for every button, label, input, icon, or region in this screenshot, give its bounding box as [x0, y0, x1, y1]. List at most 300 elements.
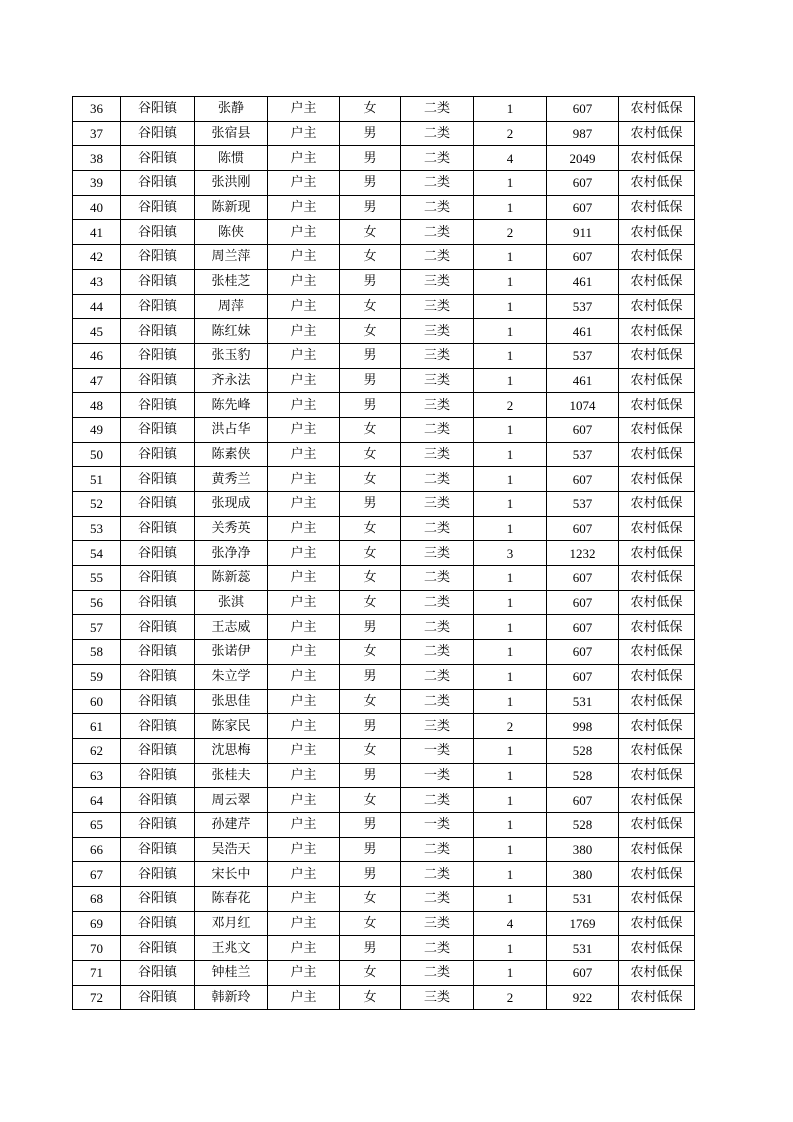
- gender-cell: 女: [340, 417, 401, 442]
- relation-cell: 户主: [268, 343, 340, 368]
- serial-number-cell: 37: [73, 121, 121, 146]
- assistance-type-cell: 农村低保: [619, 640, 695, 665]
- township-cell: 谷阳镇: [121, 343, 195, 368]
- relation-cell: 户主: [268, 146, 340, 171]
- serial-number-cell: 55: [73, 566, 121, 591]
- serial-number-cell: 50: [73, 442, 121, 467]
- serial-number-cell: 42: [73, 245, 121, 270]
- relation-cell: 户主: [268, 195, 340, 220]
- category-cell: 二类: [401, 936, 474, 961]
- amount-cell: 607: [547, 664, 619, 689]
- relation-cell: 户主: [268, 516, 340, 541]
- table-row: [73, 664, 695, 689]
- township-cell: 谷阳镇: [121, 788, 195, 813]
- amount-cell: 537: [547, 294, 619, 319]
- township-cell: 谷阳镇: [121, 566, 195, 591]
- amount-cell: 461: [547, 319, 619, 344]
- gender-cell: 男: [340, 269, 401, 294]
- household-size-cell: 1: [474, 417, 547, 442]
- township-cell: 谷阳镇: [121, 961, 195, 986]
- category-cell: 二类: [401, 887, 474, 912]
- township-cell: 谷阳镇: [121, 269, 195, 294]
- township-cell: 谷阳镇: [121, 220, 195, 245]
- gender-cell: 男: [340, 121, 401, 146]
- name-cell: 王兆文: [195, 936, 268, 961]
- category-cell: 二类: [401, 961, 474, 986]
- relation-cell: 户主: [268, 492, 340, 517]
- name-cell: 孙建芹: [195, 812, 268, 837]
- category-cell: 二类: [401, 837, 474, 862]
- relation-cell: 户主: [268, 862, 340, 887]
- township-cell: 谷阳镇: [121, 837, 195, 862]
- township-cell: 谷阳镇: [121, 590, 195, 615]
- township-cell: 谷阳镇: [121, 393, 195, 418]
- assistance-type-cell: 农村低保: [619, 763, 695, 788]
- relation-cell: 户主: [268, 738, 340, 763]
- serial-number-cell: 38: [73, 146, 121, 171]
- table-row: [73, 566, 695, 591]
- household-size-cell: 1: [474, 245, 547, 270]
- assistance-type-cell: 农村低保: [619, 788, 695, 813]
- category-cell: 三类: [401, 985, 474, 1010]
- assistance-type-cell: 农村低保: [619, 245, 695, 270]
- name-cell: 陈侠: [195, 220, 268, 245]
- assistance-type-cell: 农村低保: [619, 714, 695, 739]
- township-cell: 谷阳镇: [121, 146, 195, 171]
- name-cell: 张诺伊: [195, 640, 268, 665]
- assistance-type-cell: 农村低保: [619, 97, 695, 122]
- township-cell: 谷阳镇: [121, 245, 195, 270]
- gender-cell: 女: [340, 541, 401, 566]
- table-row: [73, 442, 695, 467]
- gender-cell: 男: [340, 368, 401, 393]
- household-size-cell: 1: [474, 862, 547, 887]
- category-cell: 二类: [401, 417, 474, 442]
- relation-cell: 户主: [268, 640, 340, 665]
- gender-cell: 男: [340, 936, 401, 961]
- amount-cell: 1769: [547, 911, 619, 936]
- category-cell: 二类: [401, 146, 474, 171]
- township-cell: 谷阳镇: [121, 492, 195, 517]
- amount-cell: 607: [547, 615, 619, 640]
- gender-cell: 女: [340, 640, 401, 665]
- table-row: [73, 640, 695, 665]
- serial-number-cell: 54: [73, 541, 121, 566]
- relation-cell: 户主: [268, 97, 340, 122]
- assistance-type-cell: 农村低保: [619, 961, 695, 986]
- household-size-cell: 1: [474, 516, 547, 541]
- serial-number-cell: 69: [73, 911, 121, 936]
- household-size-cell: 1: [474, 812, 547, 837]
- name-cell: 齐永法: [195, 368, 268, 393]
- relation-cell: 户主: [268, 985, 340, 1010]
- assistance-type-cell: 农村低保: [619, 541, 695, 566]
- amount-cell: 1074: [547, 393, 619, 418]
- township-cell: 谷阳镇: [121, 368, 195, 393]
- gender-cell: 女: [340, 985, 401, 1010]
- amount-cell: 528: [547, 812, 619, 837]
- recipient-table: [72, 96, 695, 1010]
- amount-cell: 607: [547, 417, 619, 442]
- township-cell: 谷阳镇: [121, 516, 195, 541]
- category-cell: 三类: [401, 343, 474, 368]
- relation-cell: 户主: [268, 664, 340, 689]
- gender-cell: 男: [340, 714, 401, 739]
- table-row: [73, 911, 695, 936]
- township-cell: 谷阳镇: [121, 640, 195, 665]
- amount-cell: 607: [547, 195, 619, 220]
- relation-cell: 户主: [268, 837, 340, 862]
- relation-cell: 户主: [268, 171, 340, 196]
- table-row: [73, 590, 695, 615]
- household-size-cell: 4: [474, 911, 547, 936]
- name-cell: 张玉豹: [195, 343, 268, 368]
- household-size-cell: 1: [474, 763, 547, 788]
- household-size-cell: 3: [474, 541, 547, 566]
- gender-cell: 男: [340, 393, 401, 418]
- assistance-type-cell: 农村低保: [619, 195, 695, 220]
- township-cell: 谷阳镇: [121, 195, 195, 220]
- category-cell: 二类: [401, 97, 474, 122]
- assistance-type-cell: 农村低保: [619, 887, 695, 912]
- relation-cell: 户主: [268, 812, 340, 837]
- table-row: [73, 541, 695, 566]
- amount-cell: 1232: [547, 541, 619, 566]
- gender-cell: 男: [340, 171, 401, 196]
- table-row: [73, 985, 695, 1010]
- serial-number-cell: 72: [73, 985, 121, 1010]
- assistance-type-cell: 农村低保: [619, 467, 695, 492]
- township-cell: 谷阳镇: [121, 467, 195, 492]
- amount-cell: 380: [547, 837, 619, 862]
- household-size-cell: 1: [474, 640, 547, 665]
- table-row: [73, 97, 695, 122]
- gender-cell: 女: [340, 961, 401, 986]
- category-cell: 三类: [401, 492, 474, 517]
- relation-cell: 户主: [268, 590, 340, 615]
- name-cell: 钟桂兰: [195, 961, 268, 986]
- township-cell: 谷阳镇: [121, 615, 195, 640]
- household-size-cell: 2: [474, 714, 547, 739]
- category-cell: 二类: [401, 121, 474, 146]
- serial-number-cell: 45: [73, 319, 121, 344]
- amount-cell: 607: [547, 171, 619, 196]
- gender-cell: 女: [340, 319, 401, 344]
- table-row: [73, 788, 695, 813]
- household-size-cell: 1: [474, 887, 547, 912]
- gender-cell: 男: [340, 763, 401, 788]
- relation-cell: 户主: [268, 442, 340, 467]
- assistance-type-cell: 农村低保: [619, 294, 695, 319]
- household-size-cell: 1: [474, 368, 547, 393]
- gender-cell: 女: [340, 245, 401, 270]
- serial-number-cell: 43: [73, 269, 121, 294]
- table-row: [73, 195, 695, 220]
- township-cell: 谷阳镇: [121, 689, 195, 714]
- assistance-type-cell: 农村低保: [619, 146, 695, 171]
- household-size-cell: 1: [474, 961, 547, 986]
- serial-number-cell: 63: [73, 763, 121, 788]
- gender-cell: 男: [340, 195, 401, 220]
- category-cell: 三类: [401, 541, 474, 566]
- category-cell: 三类: [401, 442, 474, 467]
- table-row: [73, 961, 695, 986]
- assistance-type-cell: 农村低保: [619, 269, 695, 294]
- gender-cell: 男: [340, 146, 401, 171]
- relation-cell: 户主: [268, 788, 340, 813]
- assistance-type-cell: 农村低保: [619, 516, 695, 541]
- amount-cell: 2049: [547, 146, 619, 171]
- category-cell: 三类: [401, 269, 474, 294]
- assistance-type-cell: 农村低保: [619, 664, 695, 689]
- amount-cell: 531: [547, 689, 619, 714]
- name-cell: 洪占华: [195, 417, 268, 442]
- serial-number-cell: 41: [73, 220, 121, 245]
- name-cell: 韩新玲: [195, 985, 268, 1010]
- household-size-cell: 1: [474, 837, 547, 862]
- category-cell: 一类: [401, 812, 474, 837]
- assistance-type-cell: 农村低保: [619, 393, 695, 418]
- assistance-type-cell: 农村低保: [619, 417, 695, 442]
- household-size-cell: 4: [474, 146, 547, 171]
- name-cell: 张桂芝: [195, 269, 268, 294]
- amount-cell: 537: [547, 343, 619, 368]
- serial-number-cell: 71: [73, 961, 121, 986]
- name-cell: 关秀英: [195, 516, 268, 541]
- household-size-cell: 1: [474, 195, 547, 220]
- gender-cell: 女: [340, 467, 401, 492]
- township-cell: 谷阳镇: [121, 121, 195, 146]
- table-row: [73, 294, 695, 319]
- name-cell: 张淇: [195, 590, 268, 615]
- amount-cell: 922: [547, 985, 619, 1010]
- table-row: [73, 738, 695, 763]
- amount-cell: 607: [547, 467, 619, 492]
- township-cell: 谷阳镇: [121, 442, 195, 467]
- assistance-type-cell: 农村低保: [619, 936, 695, 961]
- relation-cell: 户主: [268, 393, 340, 418]
- assistance-type-cell: 农村低保: [619, 812, 695, 837]
- category-cell: 二类: [401, 788, 474, 813]
- relation-cell: 户主: [268, 689, 340, 714]
- category-cell: 二类: [401, 640, 474, 665]
- gender-cell: 女: [340, 788, 401, 813]
- relation-cell: 户主: [268, 714, 340, 739]
- amount-cell: 607: [547, 961, 619, 986]
- assistance-type-cell: 农村低保: [619, 121, 695, 146]
- table-row: [73, 146, 695, 171]
- name-cell: 陈先峰: [195, 393, 268, 418]
- relation-cell: 户主: [268, 294, 340, 319]
- name-cell: 张静: [195, 97, 268, 122]
- name-cell: 朱立学: [195, 664, 268, 689]
- category-cell: 三类: [401, 393, 474, 418]
- gender-cell: 女: [340, 689, 401, 714]
- category-cell: 二类: [401, 171, 474, 196]
- name-cell: 黄秀兰: [195, 467, 268, 492]
- amount-cell: 380: [547, 862, 619, 887]
- serial-number-cell: 57: [73, 615, 121, 640]
- assistance-type-cell: 农村低保: [619, 442, 695, 467]
- relation-cell: 户主: [268, 887, 340, 912]
- table-row: [73, 269, 695, 294]
- household-size-cell: 2: [474, 985, 547, 1010]
- category-cell: 二类: [401, 664, 474, 689]
- name-cell: 陈惯: [195, 146, 268, 171]
- name-cell: 陈红妹: [195, 319, 268, 344]
- household-size-cell: 2: [474, 220, 547, 245]
- category-cell: 三类: [401, 294, 474, 319]
- serial-number-cell: 59: [73, 664, 121, 689]
- township-cell: 谷阳镇: [121, 763, 195, 788]
- amount-cell: 607: [547, 245, 619, 270]
- serial-number-cell: 58: [73, 640, 121, 665]
- gender-cell: 女: [340, 887, 401, 912]
- household-size-cell: 1: [474, 442, 547, 467]
- serial-number-cell: 56: [73, 590, 121, 615]
- amount-cell: 537: [547, 492, 619, 517]
- gender-cell: 男: [340, 343, 401, 368]
- amount-cell: 607: [547, 97, 619, 122]
- name-cell: 张洪刚: [195, 171, 268, 196]
- serial-number-cell: 36: [73, 97, 121, 122]
- household-size-cell: 1: [474, 97, 547, 122]
- amount-cell: 911: [547, 220, 619, 245]
- township-cell: 谷阳镇: [121, 541, 195, 566]
- serial-number-cell: 67: [73, 862, 121, 887]
- serial-number-cell: 68: [73, 887, 121, 912]
- name-cell: 邓月红: [195, 911, 268, 936]
- household-size-cell: 2: [474, 393, 547, 418]
- category-cell: 二类: [401, 566, 474, 591]
- household-size-cell: 1: [474, 269, 547, 294]
- table-row: [73, 417, 695, 442]
- gender-cell: 男: [340, 862, 401, 887]
- amount-cell: 607: [547, 640, 619, 665]
- relation-cell: 户主: [268, 220, 340, 245]
- table-row: [73, 171, 695, 196]
- amount-cell: 528: [547, 738, 619, 763]
- category-cell: 二类: [401, 516, 474, 541]
- name-cell: 陈新蕊: [195, 566, 268, 591]
- gender-cell: 男: [340, 492, 401, 517]
- table-row: [73, 368, 695, 393]
- category-cell: 三类: [401, 714, 474, 739]
- table-row: [73, 936, 695, 961]
- category-cell: 一类: [401, 763, 474, 788]
- relation-cell: 户主: [268, 961, 340, 986]
- name-cell: 张宿县: [195, 121, 268, 146]
- relation-cell: 户主: [268, 467, 340, 492]
- category-cell: 二类: [401, 195, 474, 220]
- gender-cell: 女: [340, 294, 401, 319]
- amount-cell: 461: [547, 269, 619, 294]
- name-cell: 陈素侠: [195, 442, 268, 467]
- township-cell: 谷阳镇: [121, 171, 195, 196]
- township-cell: 谷阳镇: [121, 664, 195, 689]
- amount-cell: 607: [547, 516, 619, 541]
- table-row: [73, 689, 695, 714]
- name-cell: 陈春花: [195, 887, 268, 912]
- household-size-cell: 1: [474, 738, 547, 763]
- gender-cell: 女: [340, 97, 401, 122]
- serial-number-cell: 60: [73, 689, 121, 714]
- category-cell: 三类: [401, 319, 474, 344]
- household-size-cell: 1: [474, 664, 547, 689]
- table-row: [73, 492, 695, 517]
- serial-number-cell: 49: [73, 417, 121, 442]
- category-cell: 二类: [401, 245, 474, 270]
- gender-cell: 男: [340, 615, 401, 640]
- relation-cell: 户主: [268, 368, 340, 393]
- relation-cell: 户主: [268, 269, 340, 294]
- table-row: [73, 887, 695, 912]
- assistance-type-cell: 农村低保: [619, 615, 695, 640]
- relation-cell: 户主: [268, 911, 340, 936]
- relation-cell: 户主: [268, 319, 340, 344]
- name-cell: 张桂夫: [195, 763, 268, 788]
- assistance-type-cell: 农村低保: [619, 171, 695, 196]
- household-size-cell: 1: [474, 319, 547, 344]
- amount-cell: 607: [547, 566, 619, 591]
- relation-cell: 户主: [268, 245, 340, 270]
- household-size-cell: 1: [474, 590, 547, 615]
- table-row: [73, 812, 695, 837]
- township-cell: 谷阳镇: [121, 812, 195, 837]
- gender-cell: 女: [340, 590, 401, 615]
- name-cell: 周萍: [195, 294, 268, 319]
- assistance-type-cell: 农村低保: [619, 911, 695, 936]
- serial-number-cell: 46: [73, 343, 121, 368]
- household-size-cell: 1: [474, 936, 547, 961]
- household-size-cell: 1: [474, 294, 547, 319]
- assistance-type-cell: 农村低保: [619, 220, 695, 245]
- serial-number-cell: 65: [73, 812, 121, 837]
- table-body: [73, 97, 695, 1010]
- township-cell: 谷阳镇: [121, 97, 195, 122]
- name-cell: 张净净: [195, 541, 268, 566]
- name-cell: 王志威: [195, 615, 268, 640]
- relation-cell: 户主: [268, 615, 340, 640]
- household-size-cell: 1: [474, 788, 547, 813]
- assistance-type-cell: 农村低保: [619, 492, 695, 517]
- table-row: [73, 343, 695, 368]
- name-cell: 沈思梅: [195, 738, 268, 763]
- gender-cell: 女: [340, 442, 401, 467]
- township-cell: 谷阳镇: [121, 714, 195, 739]
- township-cell: 谷阳镇: [121, 738, 195, 763]
- amount-cell: 461: [547, 368, 619, 393]
- relation-cell: 户主: [268, 417, 340, 442]
- gender-cell: 女: [340, 516, 401, 541]
- name-cell: 宋长中: [195, 862, 268, 887]
- table-row: [73, 714, 695, 739]
- amount-cell: 607: [547, 788, 619, 813]
- serial-number-cell: 61: [73, 714, 121, 739]
- amount-cell: 537: [547, 442, 619, 467]
- table-row: [73, 763, 695, 788]
- township-cell: 谷阳镇: [121, 417, 195, 442]
- category-cell: 二类: [401, 689, 474, 714]
- relation-cell: 户主: [268, 566, 340, 591]
- category-cell: 二类: [401, 615, 474, 640]
- category-cell: 三类: [401, 368, 474, 393]
- serial-number-cell: 52: [73, 492, 121, 517]
- assistance-type-cell: 农村低保: [619, 837, 695, 862]
- assistance-type-cell: 农村低保: [619, 738, 695, 763]
- serial-number-cell: 51: [73, 467, 121, 492]
- household-size-cell: 1: [474, 689, 547, 714]
